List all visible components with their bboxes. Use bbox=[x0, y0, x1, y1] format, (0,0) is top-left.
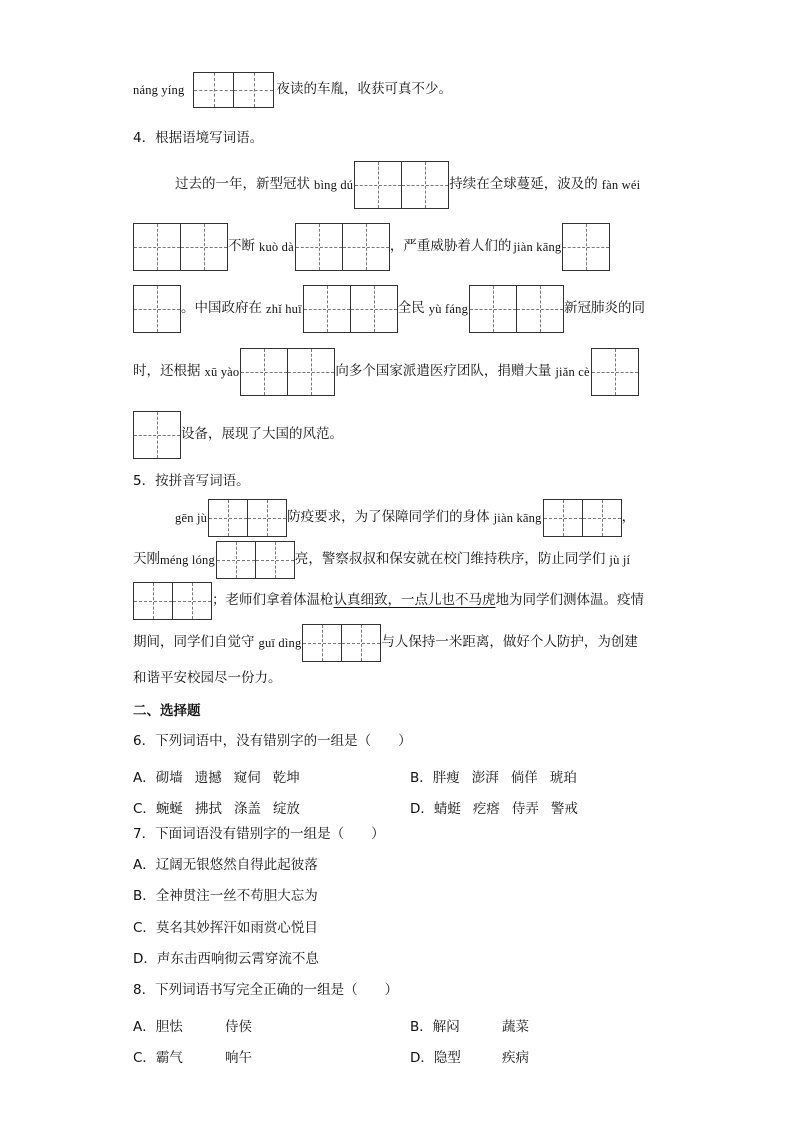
grid-cell[interactable] bbox=[469, 285, 517, 333]
q6-stem bbox=[133, 735, 663, 749]
text-segment: 绽放 bbox=[272, 801, 300, 817]
writing-grid-menglong[interactable] bbox=[216, 541, 295, 579]
grid-cell[interactable] bbox=[350, 285, 398, 333]
text-segment: 向多个国家派遣医疗团队，捐赠大量 bbox=[335, 363, 552, 380]
text-segment: ；老师们拿着体温枪 bbox=[212, 592, 334, 609]
grid-cell[interactable] bbox=[341, 624, 381, 662]
section-2-title bbox=[133, 705, 663, 719]
q4-line-5 bbox=[133, 411, 663, 459]
q4-line-3 bbox=[133, 285, 663, 333]
text-segment: fàn wéi bbox=[601, 177, 641, 192]
text-segment: A．辽阔无银悠然自得此起彼落 bbox=[133, 857, 318, 873]
writing-grid-guiding[interactable] bbox=[302, 624, 381, 662]
q8-option-c[interactable] bbox=[133, 1046, 252, 1066]
q7-option-c[interactable] bbox=[133, 922, 663, 936]
q8-option-b[interactable] bbox=[410, 1015, 529, 1035]
grid-cell[interactable] bbox=[302, 624, 342, 662]
text-segment: 拂拭 bbox=[194, 801, 222, 817]
text-segment: 涤盖 bbox=[233, 801, 261, 817]
text-segment: 窥伺 bbox=[233, 770, 261, 786]
text-segment: 天刚 bbox=[133, 551, 160, 568]
writing-grid-genju[interactable] bbox=[208, 499, 287, 537]
text-segment: C．蜿蜒 bbox=[133, 801, 183, 817]
q6-option-a[interactable] bbox=[133, 766, 312, 786]
text-segment: 地为同学们测体温。疫情 bbox=[495, 592, 644, 609]
writing-grid-jiankang-2[interactable] bbox=[133, 285, 181, 333]
text-segment: jiàn kāng bbox=[493, 510, 542, 525]
q4-title bbox=[133, 132, 663, 146]
text-segment: 警戒 bbox=[550, 801, 578, 817]
grid-cell[interactable] bbox=[401, 161, 449, 209]
grid-cell[interactable] bbox=[233, 72, 274, 108]
writing-grid-jiance-2[interactable] bbox=[133, 411, 181, 459]
text-segment: 乾坤 bbox=[272, 770, 300, 786]
text-segment: 疙瘩 bbox=[472, 801, 500, 817]
text-segment: 过去的一年，新型冠状 bbox=[175, 176, 310, 193]
text-segment: 遗撼 bbox=[194, 770, 222, 786]
text-segment: B．胖瘦 bbox=[410, 770, 460, 786]
text-segment: 6．下列词语中，没有错别字的一组是（ ） bbox=[133, 733, 412, 749]
text-segment: 7．下面词语没有错别字的一组是（ ） bbox=[133, 826, 385, 842]
grid-cell[interactable] bbox=[193, 72, 234, 108]
q6-option-c[interactable] bbox=[133, 797, 312, 817]
text-segment: zhǐ huī bbox=[266, 301, 302, 316]
text-segment: gēn jù bbox=[175, 510, 208, 525]
text-segment: 。中国政府在 bbox=[181, 300, 262, 317]
text-segment: 倘佯 bbox=[510, 770, 538, 786]
grid-cell[interactable] bbox=[591, 348, 639, 396]
grid-cell[interactable] bbox=[208, 499, 248, 537]
text-segment: jiàn kāng bbox=[513, 239, 562, 254]
text-segment: 不断 bbox=[228, 238, 255, 255]
text-segment: kuò dà bbox=[259, 239, 294, 254]
q5-line-5 bbox=[133, 672, 663, 686]
q5-line-1 bbox=[175, 499, 663, 537]
text-segment: 全民 bbox=[397, 300, 425, 317]
grid-cell[interactable] bbox=[180, 223, 228, 271]
grid-cell[interactable] bbox=[354, 161, 402, 209]
grid-cell[interactable] bbox=[562, 223, 610, 271]
grid-cell[interactable] bbox=[172, 582, 212, 620]
q7-option-b[interactable] bbox=[133, 890, 663, 904]
text-segment: C．莫名其妙挥汗如雨赏心悦目 bbox=[133, 920, 318, 936]
q8-option-d[interactable] bbox=[410, 1046, 529, 1066]
text-segment: 和谐平安校园尽一份力。 bbox=[133, 670, 282, 686]
q4-line-1 bbox=[175, 161, 663, 209]
grid-cell[interactable] bbox=[342, 223, 390, 271]
writing-grid-jiankang-1[interactable] bbox=[562, 223, 610, 271]
q5-line-3 bbox=[133, 582, 663, 620]
grid-cell[interactable] bbox=[240, 348, 288, 396]
text-segment: 蔬菜 bbox=[502, 1019, 529, 1035]
q6-option-d[interactable] bbox=[410, 797, 590, 817]
grid-cell[interactable] bbox=[303, 285, 351, 333]
q4-line-2 bbox=[133, 223, 663, 271]
text-segment: 疾病 bbox=[502, 1050, 529, 1066]
writing-grid-jiance-1[interactable] bbox=[591, 348, 639, 396]
grid-cell[interactable] bbox=[287, 348, 335, 396]
writing-grid-nangying[interactable] bbox=[193, 72, 274, 108]
text-segment: B．全神贯注一丝不苟胆大忘为 bbox=[133, 888, 318, 904]
text-segment: D．隐型 bbox=[410, 1050, 461, 1066]
grid-cell[interactable] bbox=[295, 223, 343, 271]
grid-cell[interactable] bbox=[255, 541, 295, 579]
text-segment: 亮，警察叔叔和保安就在校门维持秩序，防止同学们 bbox=[294, 551, 606, 568]
text-segment: C．霸气 bbox=[133, 1050, 183, 1066]
text-segment: 认真细致，一点儿也不马虎 bbox=[333, 592, 496, 609]
text-segment: 5．按拼音写词语。 bbox=[133, 473, 250, 489]
grid-cell[interactable] bbox=[582, 499, 622, 537]
pinyin-nangying: náng yíng bbox=[133, 82, 185, 97]
text-segment: 琥珀 bbox=[549, 770, 577, 786]
writing-grid-kuoda[interactable] bbox=[295, 223, 390, 271]
text-segment: 8．下列词语书写完全正确的一组是（ ） bbox=[133, 982, 399, 998]
text-segment: ， bbox=[621, 509, 636, 526]
text-segment: jiǎn cè bbox=[555, 364, 590, 379]
q5-title bbox=[133, 475, 663, 489]
grid-cell[interactable] bbox=[133, 411, 181, 459]
grid-cell[interactable] bbox=[543, 499, 583, 537]
text-segment: 侍侯 bbox=[225, 1019, 252, 1035]
q5-line-4 bbox=[133, 624, 663, 662]
grid-cell[interactable] bbox=[133, 285, 181, 333]
text-segment: A．胆怯 bbox=[133, 1019, 183, 1035]
grid-cell[interactable] bbox=[133, 582, 173, 620]
q6-option-b[interactable] bbox=[410, 766, 589, 786]
text-segment: 响午 bbox=[225, 1050, 252, 1066]
q3-tail-text: 夜读的车胤，收获可真不少。 bbox=[276, 81, 452, 98]
q8-option-a[interactable] bbox=[133, 1015, 252, 1035]
text-segment: bìng dú bbox=[314, 177, 354, 192]
writing-grid-juji[interactable] bbox=[133, 582, 212, 620]
text-segment: A．砌墙 bbox=[133, 770, 183, 786]
writing-grid-jiankang-q5[interactable] bbox=[543, 499, 622, 537]
writing-grid-fanwei[interactable] bbox=[133, 223, 228, 271]
q7-option-d[interactable] bbox=[133, 953, 663, 967]
text-segment: D．声东击西响彻云霄穿流不息 bbox=[133, 951, 319, 967]
text-segment: yù fáng bbox=[428, 301, 469, 316]
q4-line-4 bbox=[133, 348, 663, 396]
q7-stem bbox=[133, 828, 663, 842]
text-segment: 设备，展现了大国的风范。 bbox=[181, 426, 343, 443]
writing-grid-zhihui[interactable] bbox=[303, 285, 398, 333]
text-segment: 二、选择题 bbox=[133, 703, 201, 719]
text-segment: 侍弄 bbox=[511, 801, 539, 817]
q8-stem bbox=[133, 984, 663, 998]
grid-cell[interactable] bbox=[247, 499, 287, 537]
text-segment: 澎湃 bbox=[471, 770, 499, 786]
writing-grid-bingdu[interactable] bbox=[354, 161, 449, 209]
text-segment: 与人保持一米距离，做好个人防护，为创建 bbox=[381, 634, 638, 651]
text-segment: 防疫要求，为了保障同学们的身体 bbox=[287, 509, 490, 526]
grid-cell[interactable] bbox=[133, 223, 181, 271]
text-segment: 4．根据语境写词语。 bbox=[133, 130, 264, 146]
text-segment: jù jí bbox=[609, 552, 631, 567]
text-segment: xū yào bbox=[204, 364, 240, 379]
text-segment: 持续在全球蔓延，波及的 bbox=[449, 176, 598, 193]
text-segment: B．解闷 bbox=[410, 1019, 460, 1035]
grid-cell[interactable] bbox=[516, 285, 564, 333]
writing-grid-xuyao[interactable] bbox=[240, 348, 335, 396]
text-segment: méng lóng bbox=[160, 552, 215, 567]
text-segment: 时，还根据 bbox=[133, 363, 201, 380]
text-segment: ，严重威胁着人们的 bbox=[389, 238, 512, 255]
q3-tail-line bbox=[133, 72, 663, 108]
text-segment: 新冠肺炎的同 bbox=[564, 300, 646, 317]
text-segment: guī dìng bbox=[258, 635, 302, 650]
grid-cell[interactable] bbox=[216, 541, 256, 579]
q5-line-2 bbox=[133, 541, 663, 579]
text-segment: D．蜻蜓 bbox=[410, 801, 461, 817]
writing-grid-yufang[interactable] bbox=[469, 285, 564, 333]
q7-option-a[interactable] bbox=[133, 859, 663, 873]
text-segment: 期间，同学们自觉守 bbox=[133, 634, 255, 651]
